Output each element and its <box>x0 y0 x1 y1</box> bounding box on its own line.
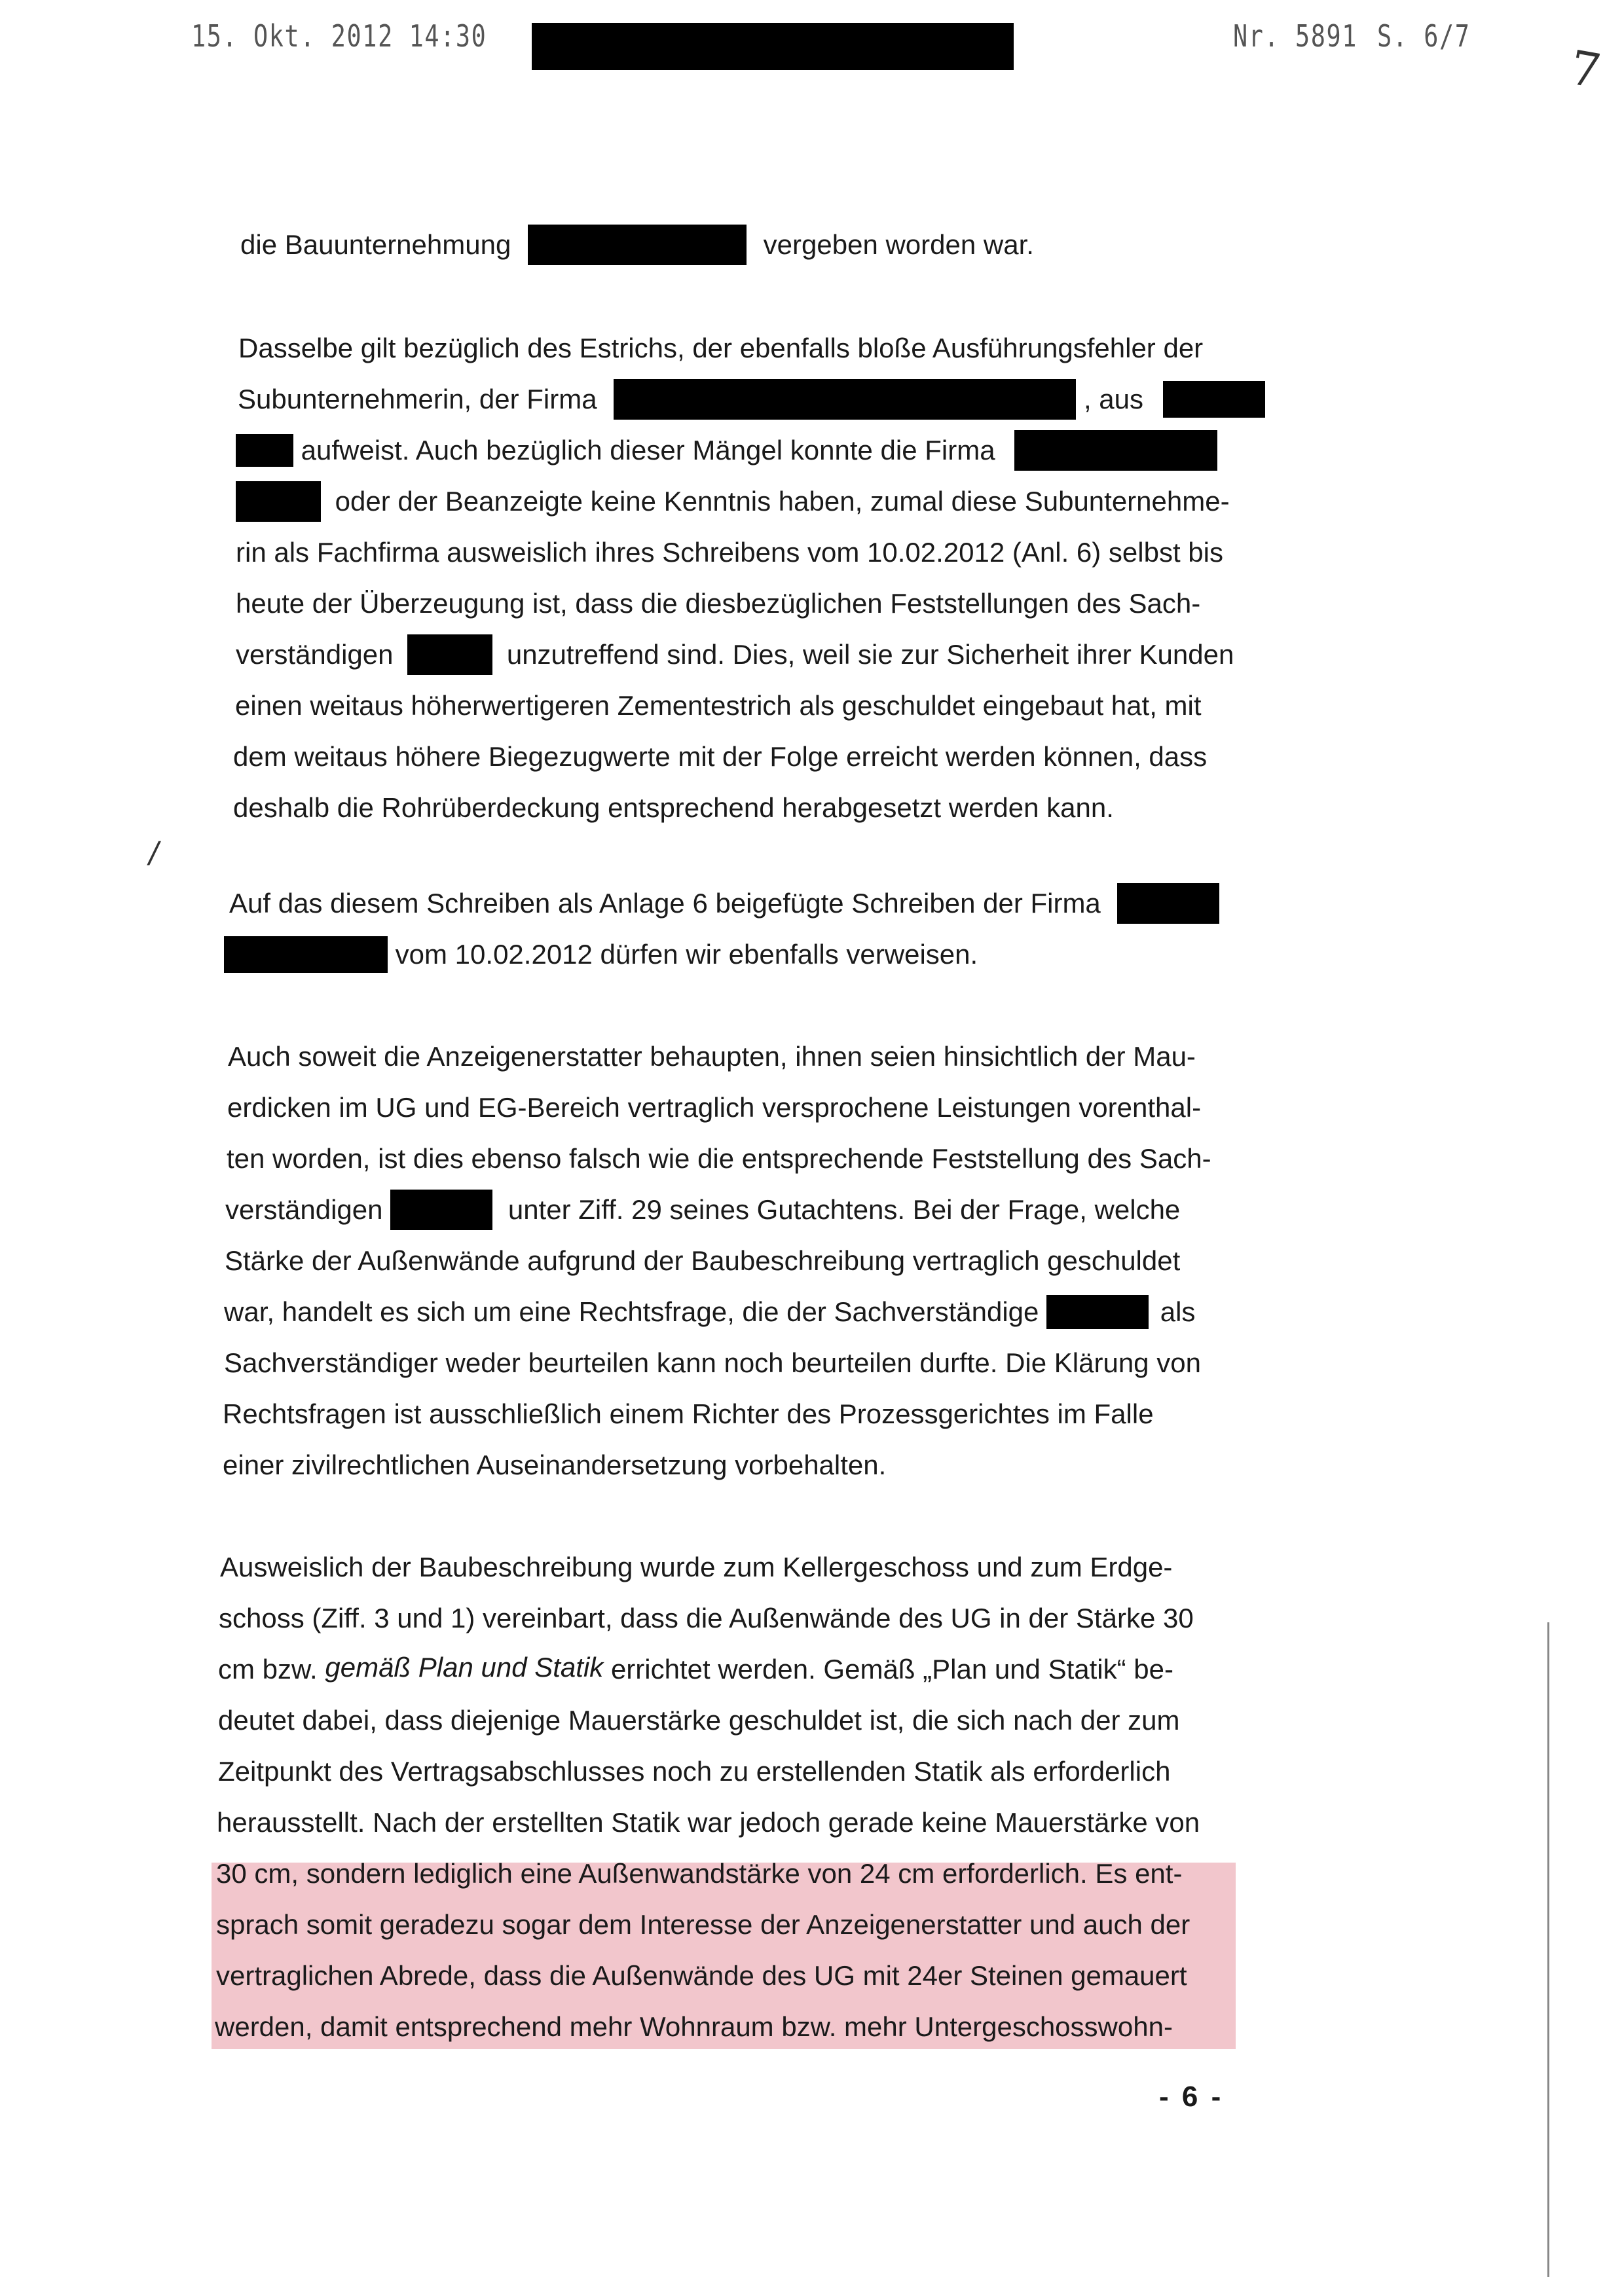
text-line: Subunternehmerin, der Firma , aus <box>238 372 1624 425</box>
redaction <box>1117 883 1219 924</box>
text-line: werden, damit entsprechend mehr Wohnraum bzw. mehr Untergeschosswohn- <box>215 2011 1173 2042</box>
margin-line <box>1547 1622 1549 2277</box>
text-line: Sachverständiger weder beurteilen kann noch beurteilen durfte. Die Klärung von <box>224 1347 1201 1378</box>
text-line: deutet dabei, dass diejenige Mauerstärke geschuldet ist, die sich nach der zum <box>218 1704 1180 1736</box>
redaction <box>1046 1295 1149 1329</box>
text-line: aufweist. Auch bezüglich dieser Mängel konnte die Firma <box>236 423 1624 476</box>
text-line: dem weitaus höhere Biegezugwerte mit der Folge erreicht werden können, dass <box>233 740 1208 772</box>
text-line: oder der Beanzeigte keine Kenntnis haben, zumal diese Subunternehme- <box>236 474 1624 527</box>
text-line: die Bauunternehmung vergeben worden war. <box>240 217 1624 270</box>
text-line: deshalb die Rohrüberdeckung entsprechend herabgesetzt werden kann. <box>233 792 1114 823</box>
redaction <box>1014 430 1217 471</box>
text-line: Auf das diesem Schreiben als Anlage 6 beigefügte Schreiben der Firma <box>229 876 1624 929</box>
fax-number: Nr. 5891 <box>1233 18 1358 54</box>
text-line: heute der Überzeugung ist, dass die diesbezüglichen Feststellungen des Sach- <box>236 587 1201 619</box>
text-line: war, handelt es sich um eine Rechtsfrage, die der Sachverständige als <box>224 1285 1624 1338</box>
text-line: cm bzw. gemäß Plan und Statik errichtet werden. Gemäß „Plan und Statik“ be- <box>218 1652 1173 1685</box>
text-line: einen weitaus höherwertigeren Zementestrich als geschuldet eingebaut hat, mit <box>235 689 1202 721</box>
handwritten-page-mark: 7 <box>1566 39 1605 100</box>
redaction <box>236 434 293 467</box>
text-line: Rechtsfragen ist ausschließlich einem Richter des Prozessgerichtes im Falle <box>223 1398 1154 1429</box>
text-line: Ausweislich der Baubeschreibung wurde zum Kellergeschoss und zum Erdge- <box>220 1551 1173 1582</box>
page-number: - 6 - <box>1159 2081 1224 2113</box>
text-line: sprach somit geradezu sogar dem Interesse der Anzeigenerstatter und auch der <box>216 1908 1190 1940</box>
margin-mark: / <box>145 835 162 872</box>
text-line: verständigen unter Ziff. 29 seines Gutachtens. Bei der Frage, welche <box>225 1182 1624 1235</box>
redaction <box>407 634 492 675</box>
text-line: Auch soweit die Anzeigenerstatter behaupten, ihnen seien hinsichtlich der Mau- <box>228 1040 1196 1072</box>
text-line: rin als Fachfirma ausweislich ihres Schreibens vom 10.02.2012 (Anl. 6) selbst bis <box>236 536 1224 568</box>
fax-datetime: 15. Okt. 2012 14:30 <box>191 18 487 54</box>
fax-page: S. 6/7 <box>1377 18 1471 54</box>
text-line: herausstellt. Nach der erstellten Statik war jedoch gerade keine Mauerstärke von <box>217 1806 1200 1838</box>
text-line: Zeitpunkt des Vertragsabschlusses noch zu erstellenden Statik als erforderlich <box>218 1755 1171 1787</box>
text-line: vom 10.02.2012 dürfen wir ebenfalls verweisen. <box>224 927 1624 980</box>
text-line: 30 cm, sondern lediglich eine Außenwandstärke von 24 cm erforderlich. Es ent- <box>216 1857 1183 1889</box>
text-line: ten worden, ist dies ebenso falsch wie die entsprechende Feststellung des Sach- <box>227 1142 1211 1174</box>
text-line: erdicken im UG und EG-Bereich vertraglich versprochene Leistungen vorenthal- <box>227 1091 1202 1123</box>
text-line: Stärke der Außenwände aufgrund der Baubeschreibung vertraglich geschuldet <box>225 1245 1181 1276</box>
text-line: einer zivilrechtlichen Auseinandersetzung vorbehalten. <box>223 1449 887 1480</box>
redaction <box>1163 381 1265 418</box>
redaction <box>528 225 747 265</box>
redaction <box>614 379 1076 420</box>
redaction <box>236 481 321 522</box>
text-line: vertraglichen Abrede, dass die Außenwände des UG mit 24er Steinen gemauert <box>216 1959 1187 1991</box>
text-line: schoss (Ziff. 3 und 1) vereinbart, dass die Außenwände des UG in der Stärke 30 <box>219 1602 1194 1633</box>
redaction-header <box>532 23 1014 70</box>
redaction <box>390 1190 492 1230</box>
redaction <box>224 936 388 973</box>
text-line: Dasselbe gilt bezüglich des Estrichs, der ebenfalls bloße Ausführungsfehler der <box>238 332 1204 363</box>
text-line: verständigen unzutreffend sind. Dies, weil sie zur Sicherheit ihrer Kunden <box>236 627 1624 680</box>
